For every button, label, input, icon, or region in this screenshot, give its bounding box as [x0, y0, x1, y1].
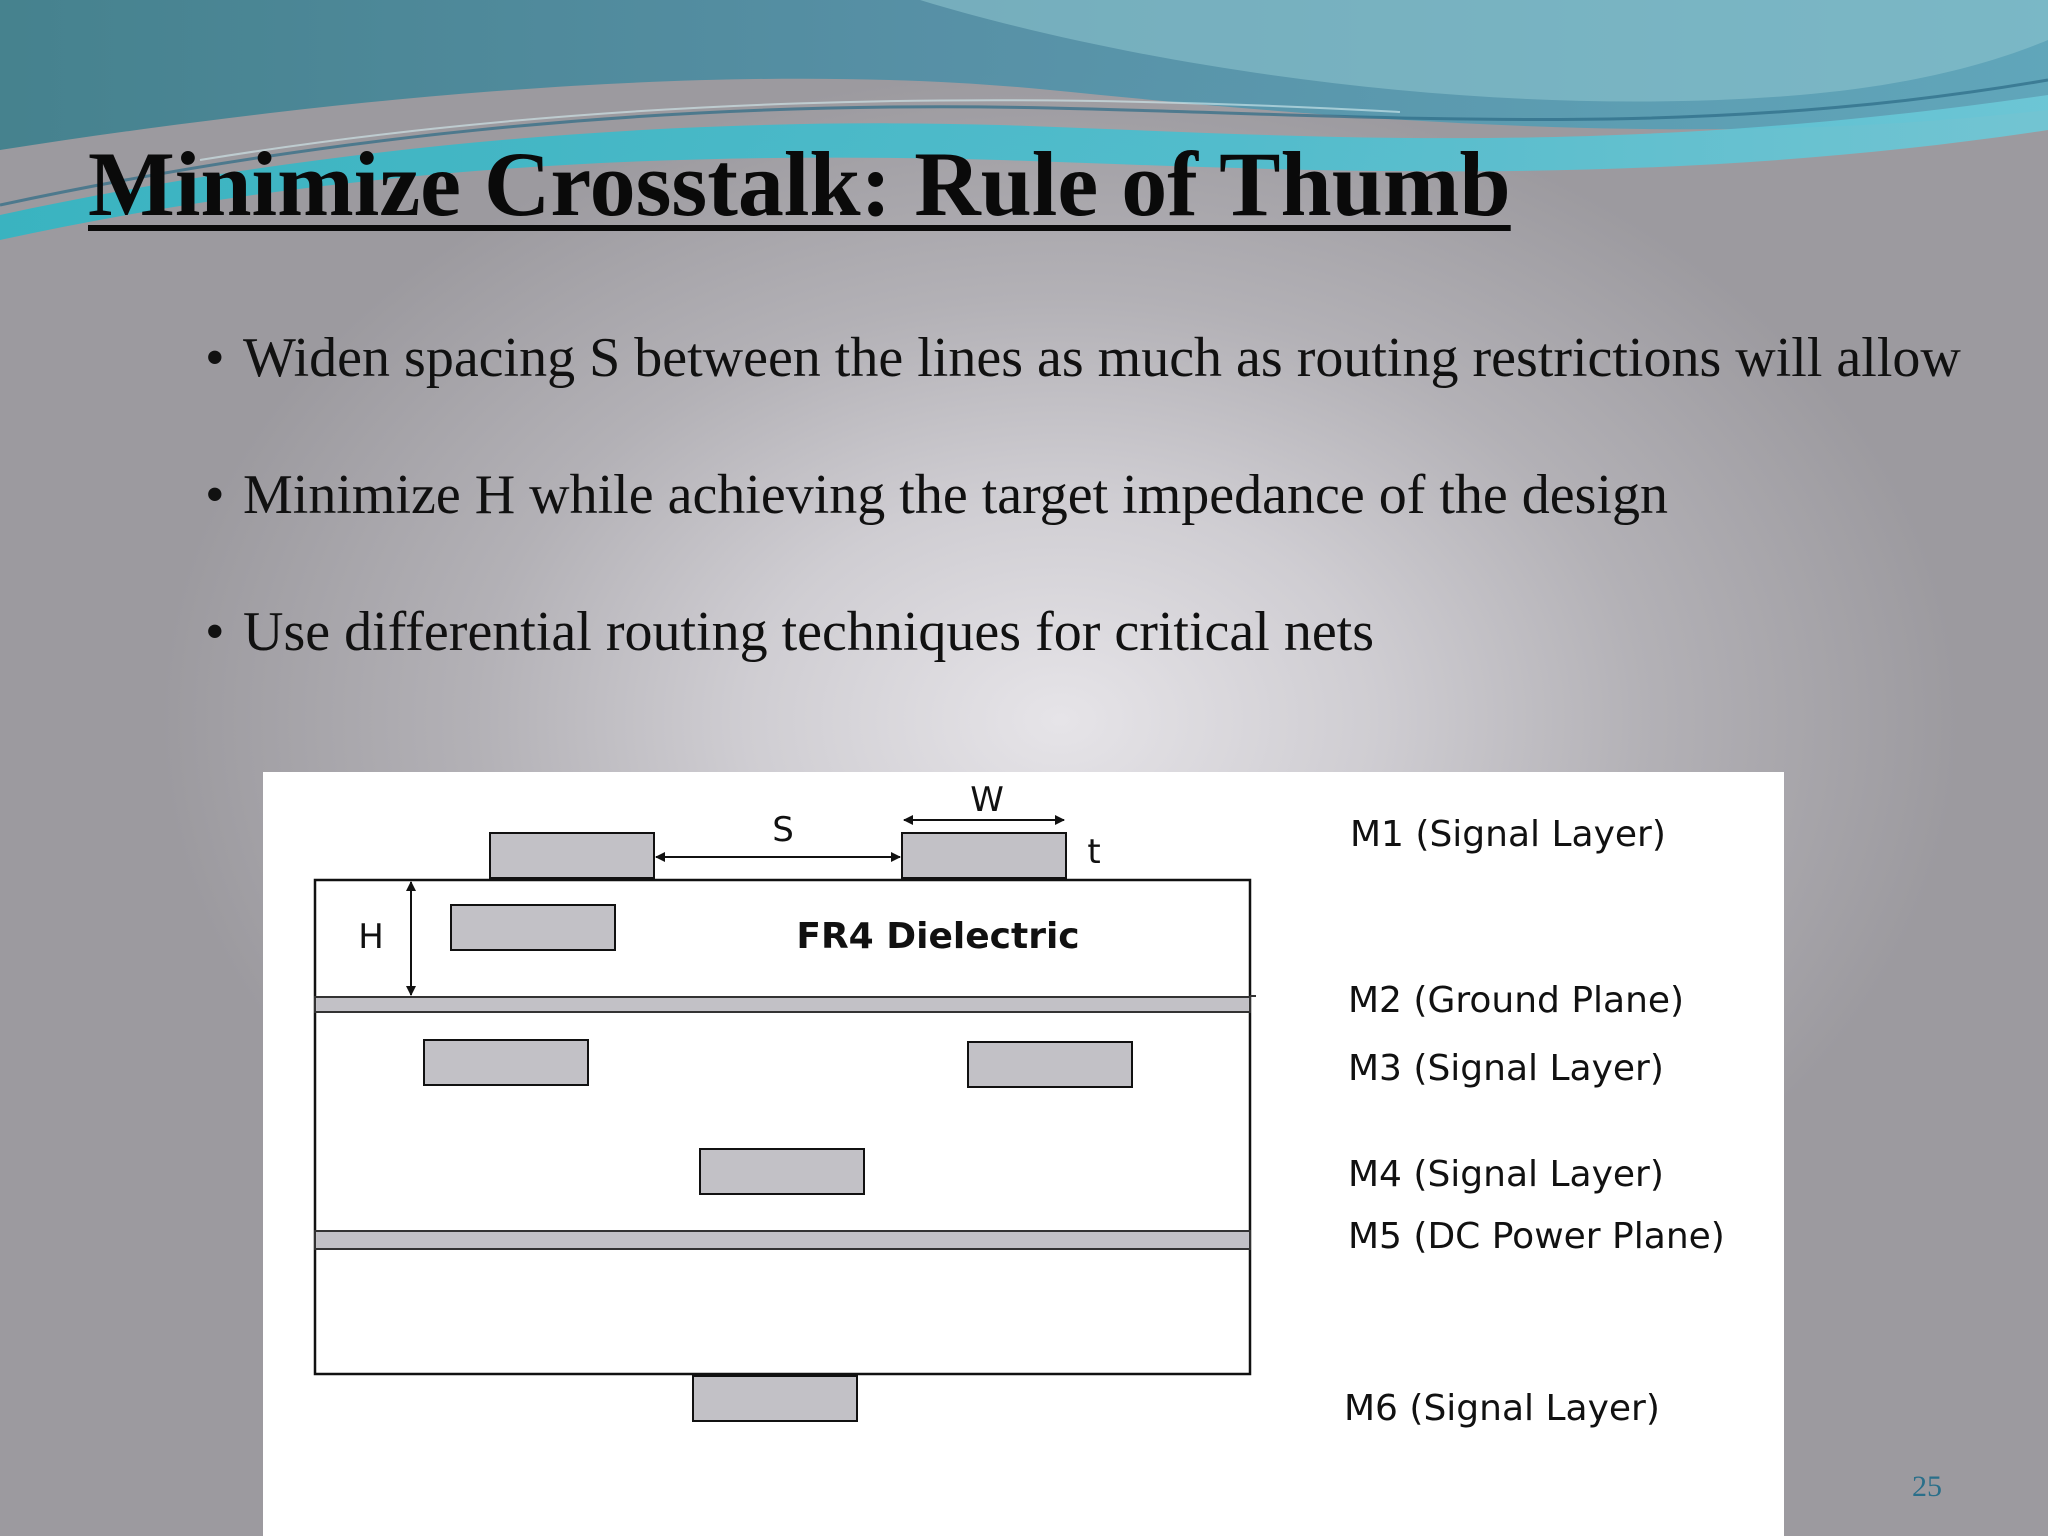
bullet-text: Minimize H while achieving the target impedance of the design: [243, 464, 1668, 526]
slide-title: Minimize Crosstalk: Rule of Thumb: [88, 133, 1511, 235]
inner-trace-top: [451, 905, 615, 950]
m1-trace-right: [902, 833, 1066, 878]
dielectric-label: FR4 Dielectric: [796, 916, 1080, 957]
layer-label-m1: M1 (Signal Layer): [1350, 814, 1666, 855]
m3-trace-left: [424, 1040, 588, 1085]
m3-trace-right: [968, 1042, 1132, 1087]
bullet-text: Widen spacing S between the lines as much as routing restrictions will allow: [243, 327, 1961, 389]
layer-label-m2: M2 (Ground Plane): [1348, 980, 1685, 1021]
layer-label-m4: M4 (Signal Layer): [1348, 1154, 1664, 1195]
bullet-item: [205, 601, 1961, 741]
stackup-svg: [263, 772, 1784, 1536]
spacing-label: S: [772, 810, 794, 850]
width-label: W: [970, 780, 1004, 820]
m1-trace-left: [490, 833, 654, 878]
stackup-board-outline: [315, 880, 1250, 1374]
bullet-marker: •: [205, 464, 225, 526]
bullet-marker: •: [205, 601, 225, 663]
bullet-item: [205, 464, 1961, 604]
bullet-item: [205, 327, 1961, 467]
layer-label-m3: M3 (Signal Layer): [1348, 1048, 1664, 1089]
layer-label-m6: M6 (Signal Layer): [1344, 1388, 1660, 1429]
thickness-label: t: [1087, 832, 1101, 872]
pcb-stackup-diagram: [263, 772, 1784, 1536]
layer-label-m5: M5 (DC Power Plane): [1348, 1216, 1725, 1257]
dc-power-plane: [315, 1231, 1250, 1249]
m4-trace: [700, 1149, 864, 1194]
bullet-list: [205, 327, 1961, 741]
bullet-text: Use differential routing techniques for critical nets: [243, 601, 1375, 663]
ground-plane: [315, 997, 1250, 1012]
page-number: 25: [1912, 1470, 1942, 1503]
m6-trace: [693, 1376, 857, 1421]
height-label: H: [358, 917, 384, 957]
bullet-marker: •: [205, 327, 225, 389]
